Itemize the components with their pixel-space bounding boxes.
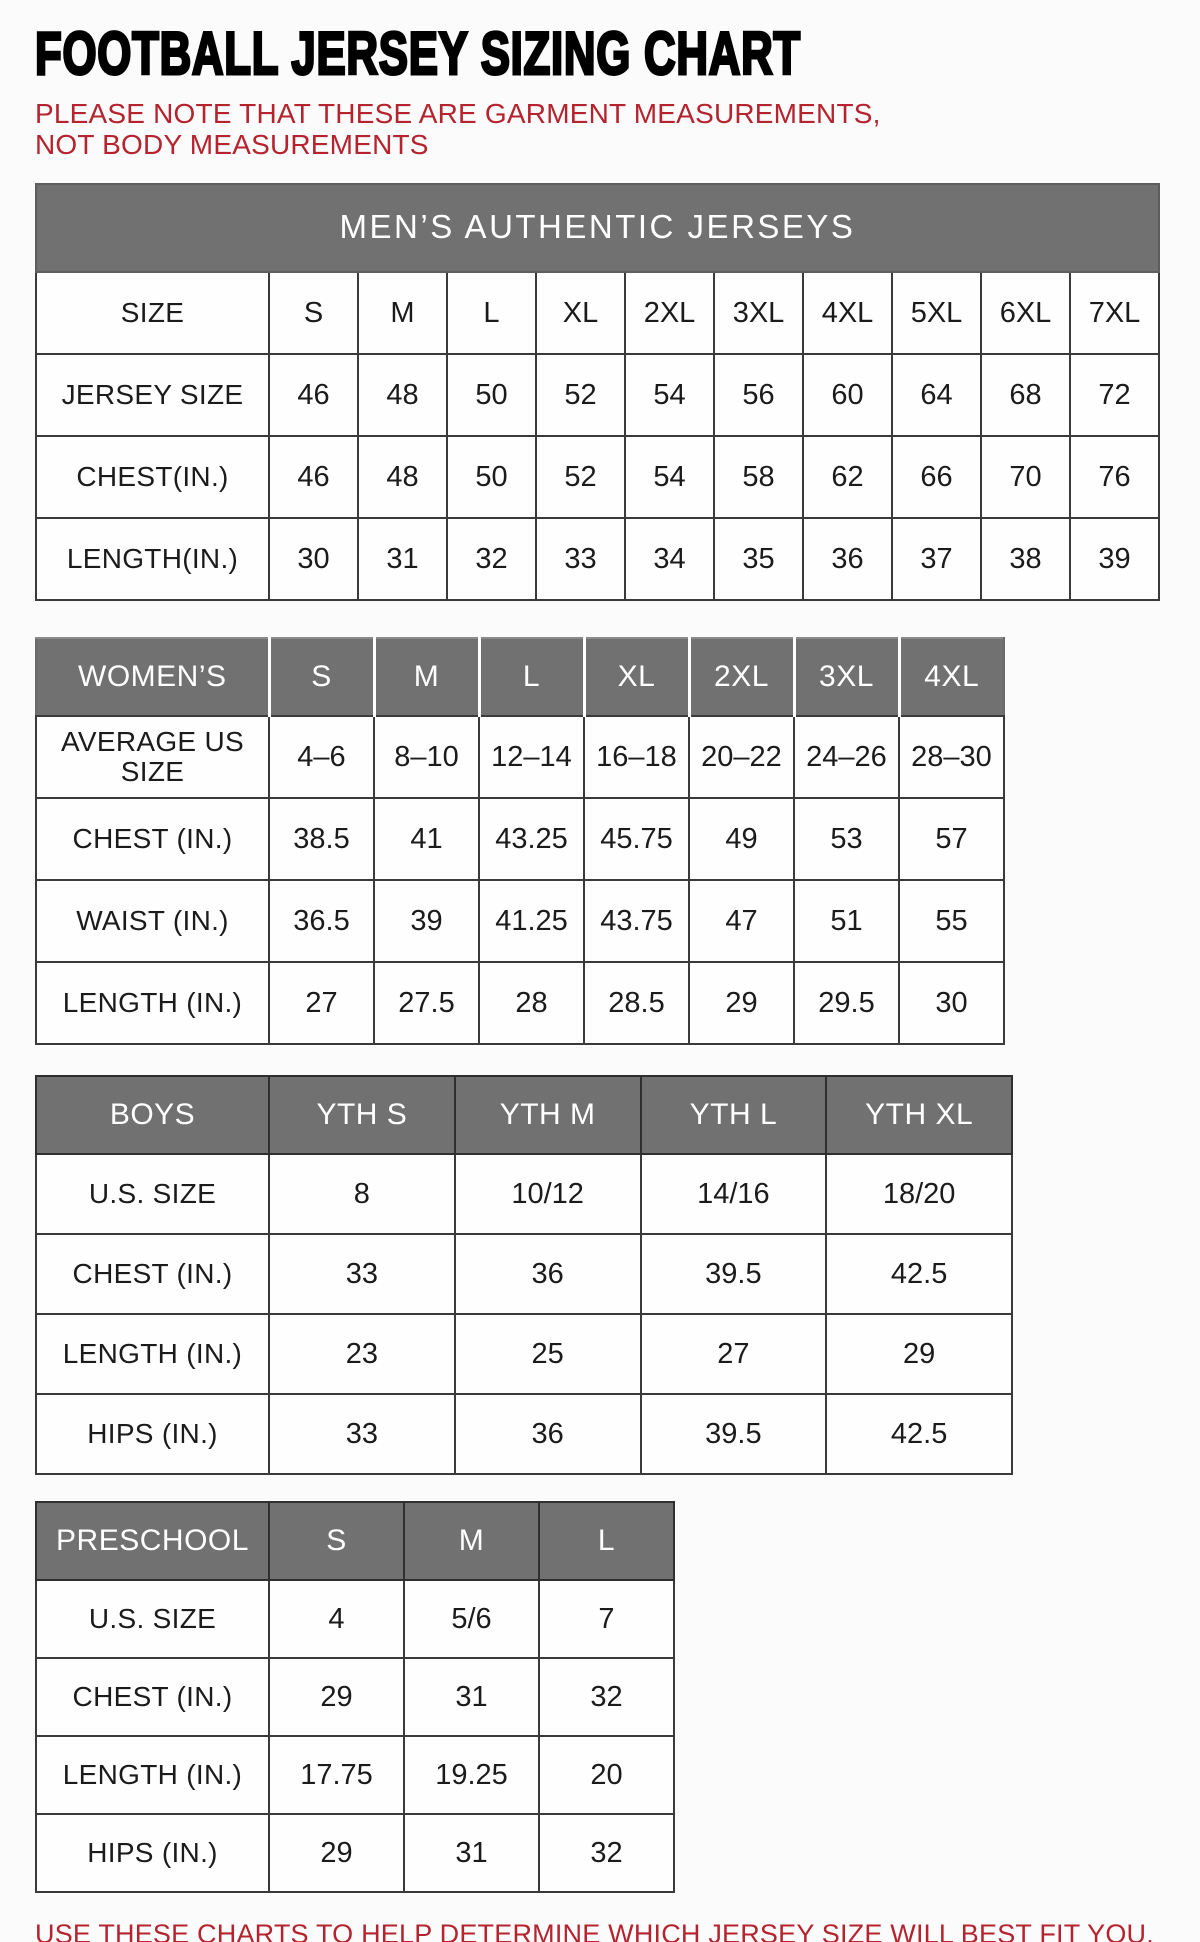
data-cell: 38.5: [269, 798, 374, 880]
table-row: [36, 716, 1004, 798]
page-title: FOOTBALL JERSEY SIZING CHART: [35, 20, 801, 87]
data-cell: 48: [358, 436, 447, 518]
data-cell: 52: [536, 436, 625, 518]
data-cell: 35: [714, 518, 803, 600]
row-label: SIZE: [36, 272, 269, 354]
table-header-row: [36, 1076, 1012, 1154]
data-cell: 33: [269, 1394, 455, 1474]
womens-group-label: WOMEN’S: [36, 638, 269, 716]
data-cell: 46: [269, 436, 358, 518]
size-header-cell: S: [269, 638, 374, 716]
table-row: [36, 1814, 674, 1892]
data-cell: 36: [803, 518, 892, 600]
data-cell: 68: [981, 354, 1070, 436]
data-cell: 52: [536, 354, 625, 436]
data-cell: 76: [1070, 436, 1159, 518]
row-label: HIPS (IN.): [36, 1814, 269, 1892]
size-header-cell: 4XL: [899, 638, 1004, 716]
footer-note: USE THESE CHARTS TO HELP DETERMINE WHICH JERSEY SIZE WILL BEST FIT YOU.: [35, 1918, 1154, 1942]
size-header-cell: 3XL: [794, 638, 899, 716]
table-row: [36, 1580, 674, 1658]
row-label: CHEST(IN.): [36, 436, 269, 518]
data-cell: 27: [269, 962, 374, 1044]
table-row: [36, 1154, 1012, 1234]
data-cell: 23: [269, 1314, 455, 1394]
size-header-cell: XL: [584, 638, 689, 716]
data-cell: 50: [447, 436, 536, 518]
row-label: AVERAGE US SIZE: [36, 716, 269, 798]
data-cell: 32: [447, 518, 536, 600]
data-cell: 24–26: [794, 716, 899, 798]
data-cell: 66: [892, 436, 981, 518]
size-header-cell: YTH M: [455, 1076, 641, 1154]
data-cell: 25: [455, 1314, 641, 1394]
table-row: [36, 1234, 1012, 1314]
table-row: [36, 272, 1159, 354]
table-row: [36, 1736, 674, 1814]
data-cell: 39: [1070, 518, 1159, 600]
data-cell: 58: [714, 436, 803, 518]
row-label: JERSEY SIZE: [36, 354, 269, 436]
data-cell: 16–18: [584, 716, 689, 798]
data-cell: 34: [625, 518, 714, 600]
data-cell: L: [447, 272, 536, 354]
data-cell: 30: [269, 518, 358, 600]
data-cell: 28.5: [584, 962, 689, 1044]
row-label: LENGTH(IN.): [36, 518, 269, 600]
table-row: [36, 880, 1004, 962]
data-cell: 53: [794, 798, 899, 880]
data-cell: 57: [899, 798, 1004, 880]
row-label: LENGTH (IN.): [36, 962, 269, 1044]
data-cell: 42.5: [826, 1234, 1012, 1314]
data-cell: 62: [803, 436, 892, 518]
womens-table-grid: [35, 637, 1005, 1045]
data-cell: 7XL: [1070, 272, 1159, 354]
data-cell: 17.75: [269, 1736, 404, 1814]
data-cell: 28: [479, 962, 584, 1044]
data-cell: 51: [794, 880, 899, 962]
data-cell: 47: [689, 880, 794, 962]
data-cell: 38: [981, 518, 1070, 600]
data-cell: 5/6: [404, 1580, 539, 1658]
size-header-cell: YTH XL: [826, 1076, 1012, 1154]
preschool-sizing-table: [35, 1501, 1165, 1893]
data-cell: 4–6: [269, 716, 374, 798]
data-cell: 20–22: [689, 716, 794, 798]
table-row: [36, 354, 1159, 436]
size-header-cell: S: [269, 1502, 404, 1580]
size-header-cell: L: [539, 1502, 674, 1580]
data-cell: 19.25: [404, 1736, 539, 1814]
data-cell: 29: [689, 962, 794, 1044]
data-cell: 2XL: [625, 272, 714, 354]
data-cell: 37: [892, 518, 981, 600]
data-cell: 72: [1070, 354, 1159, 436]
data-cell: 56: [714, 354, 803, 436]
data-cell: 33: [269, 1234, 455, 1314]
data-cell: 4XL: [803, 272, 892, 354]
boys-group-label: BOYS: [36, 1076, 269, 1154]
preschool-table-grid: [35, 1501, 675, 1893]
boys-table-grid: [35, 1075, 1013, 1475]
table-row: [36, 1658, 674, 1736]
data-cell: 43.25: [479, 798, 584, 880]
garment-measurements-note: PLEASE NOTE THAT THESE ARE GARMENT MEASUREMENTS, NOT BODY MEASUREMENTS: [35, 98, 881, 161]
data-cell: 12–14: [479, 716, 584, 798]
data-cell: 27: [641, 1314, 827, 1394]
table-row: [36, 518, 1159, 600]
data-cell: 29: [269, 1814, 404, 1892]
table-header-row: [36, 1502, 674, 1580]
data-cell: 27.5: [374, 962, 479, 1044]
womens-sizing-table: [35, 637, 1165, 1045]
preschool-group-label: PRESCHOOL: [36, 1502, 269, 1580]
mens-table-title: MEN’S AUTHENTIC JERSEYS: [36, 184, 1159, 272]
data-cell: 29: [269, 1658, 404, 1736]
data-cell: 4: [269, 1580, 404, 1658]
data-cell: 39: [374, 880, 479, 962]
size-header-cell: M: [374, 638, 479, 716]
data-cell: 45.75: [584, 798, 689, 880]
data-cell: 36: [455, 1394, 641, 1474]
table-title-row: [36, 184, 1159, 272]
boys-sizing-table: [35, 1075, 1165, 1475]
row-label: HIPS (IN.): [36, 1394, 269, 1474]
data-cell: 55: [899, 880, 1004, 962]
row-label: LENGTH (IN.): [36, 1736, 269, 1814]
data-cell: 36.5: [269, 880, 374, 962]
row-label: LENGTH (IN.): [36, 1314, 269, 1394]
data-cell: 31: [404, 1658, 539, 1736]
row-label: CHEST (IN.): [36, 798, 269, 880]
data-cell: 28–30: [899, 716, 1004, 798]
data-cell: 41.25: [479, 880, 584, 962]
data-cell: 7: [539, 1580, 674, 1658]
row-label: CHEST (IN.): [36, 1234, 269, 1314]
data-cell: 31: [404, 1814, 539, 1892]
data-cell: 3XL: [714, 272, 803, 354]
data-cell: XL: [536, 272, 625, 354]
data-cell: 14/16: [641, 1154, 827, 1234]
size-header-cell: L: [479, 638, 584, 716]
data-cell: 54: [625, 436, 714, 518]
data-cell: 48: [358, 354, 447, 436]
data-cell: 33: [536, 518, 625, 600]
data-cell: 43.75: [584, 880, 689, 962]
row-label: U.S. SIZE: [36, 1154, 269, 1234]
size-header-cell: YTH L: [641, 1076, 827, 1154]
data-cell: 46: [269, 354, 358, 436]
table-row: [36, 436, 1159, 518]
data-cell: 39.5: [641, 1234, 827, 1314]
row-label: U.S. SIZE: [36, 1580, 269, 1658]
data-cell: 8: [269, 1154, 455, 1234]
data-cell: 6XL: [981, 272, 1070, 354]
data-cell: 41: [374, 798, 479, 880]
data-cell: 50: [447, 354, 536, 436]
data-cell: 32: [539, 1658, 674, 1736]
data-cell: 29.5: [794, 962, 899, 1044]
mens-table-grid: [35, 183, 1160, 601]
size-header-cell: M: [404, 1502, 539, 1580]
data-cell: 5XL: [892, 272, 981, 354]
data-cell: 39.5: [641, 1394, 827, 1474]
data-cell: 60: [803, 354, 892, 436]
data-cell: 31: [358, 518, 447, 600]
size-header-cell: YTH S: [269, 1076, 455, 1154]
table-row: [36, 798, 1004, 880]
table-header-row: [36, 638, 1004, 716]
size-header-cell: 2XL: [689, 638, 794, 716]
data-cell: 32: [539, 1814, 674, 1892]
table-row: [36, 962, 1004, 1044]
table-row: [36, 1314, 1012, 1394]
data-cell: 54: [625, 354, 714, 436]
data-cell: 20: [539, 1736, 674, 1814]
data-cell: 42.5: [826, 1394, 1012, 1474]
data-cell: M: [358, 272, 447, 354]
data-cell: 30: [899, 962, 1004, 1044]
data-cell: S: [269, 272, 358, 354]
row-label: WAIST (IN.): [36, 880, 269, 962]
data-cell: 36: [455, 1234, 641, 1314]
row-label: CHEST (IN.): [36, 1658, 269, 1736]
data-cell: 70: [981, 436, 1070, 518]
table-row: [36, 1394, 1012, 1474]
data-cell: 18/20: [826, 1154, 1012, 1234]
mens-authentic-jerseys-table: [35, 183, 1165, 601]
data-cell: 29: [826, 1314, 1012, 1394]
data-cell: 8–10: [374, 716, 479, 798]
data-cell: 64: [892, 354, 981, 436]
data-cell: 49: [689, 798, 794, 880]
data-cell: 10/12: [455, 1154, 641, 1234]
